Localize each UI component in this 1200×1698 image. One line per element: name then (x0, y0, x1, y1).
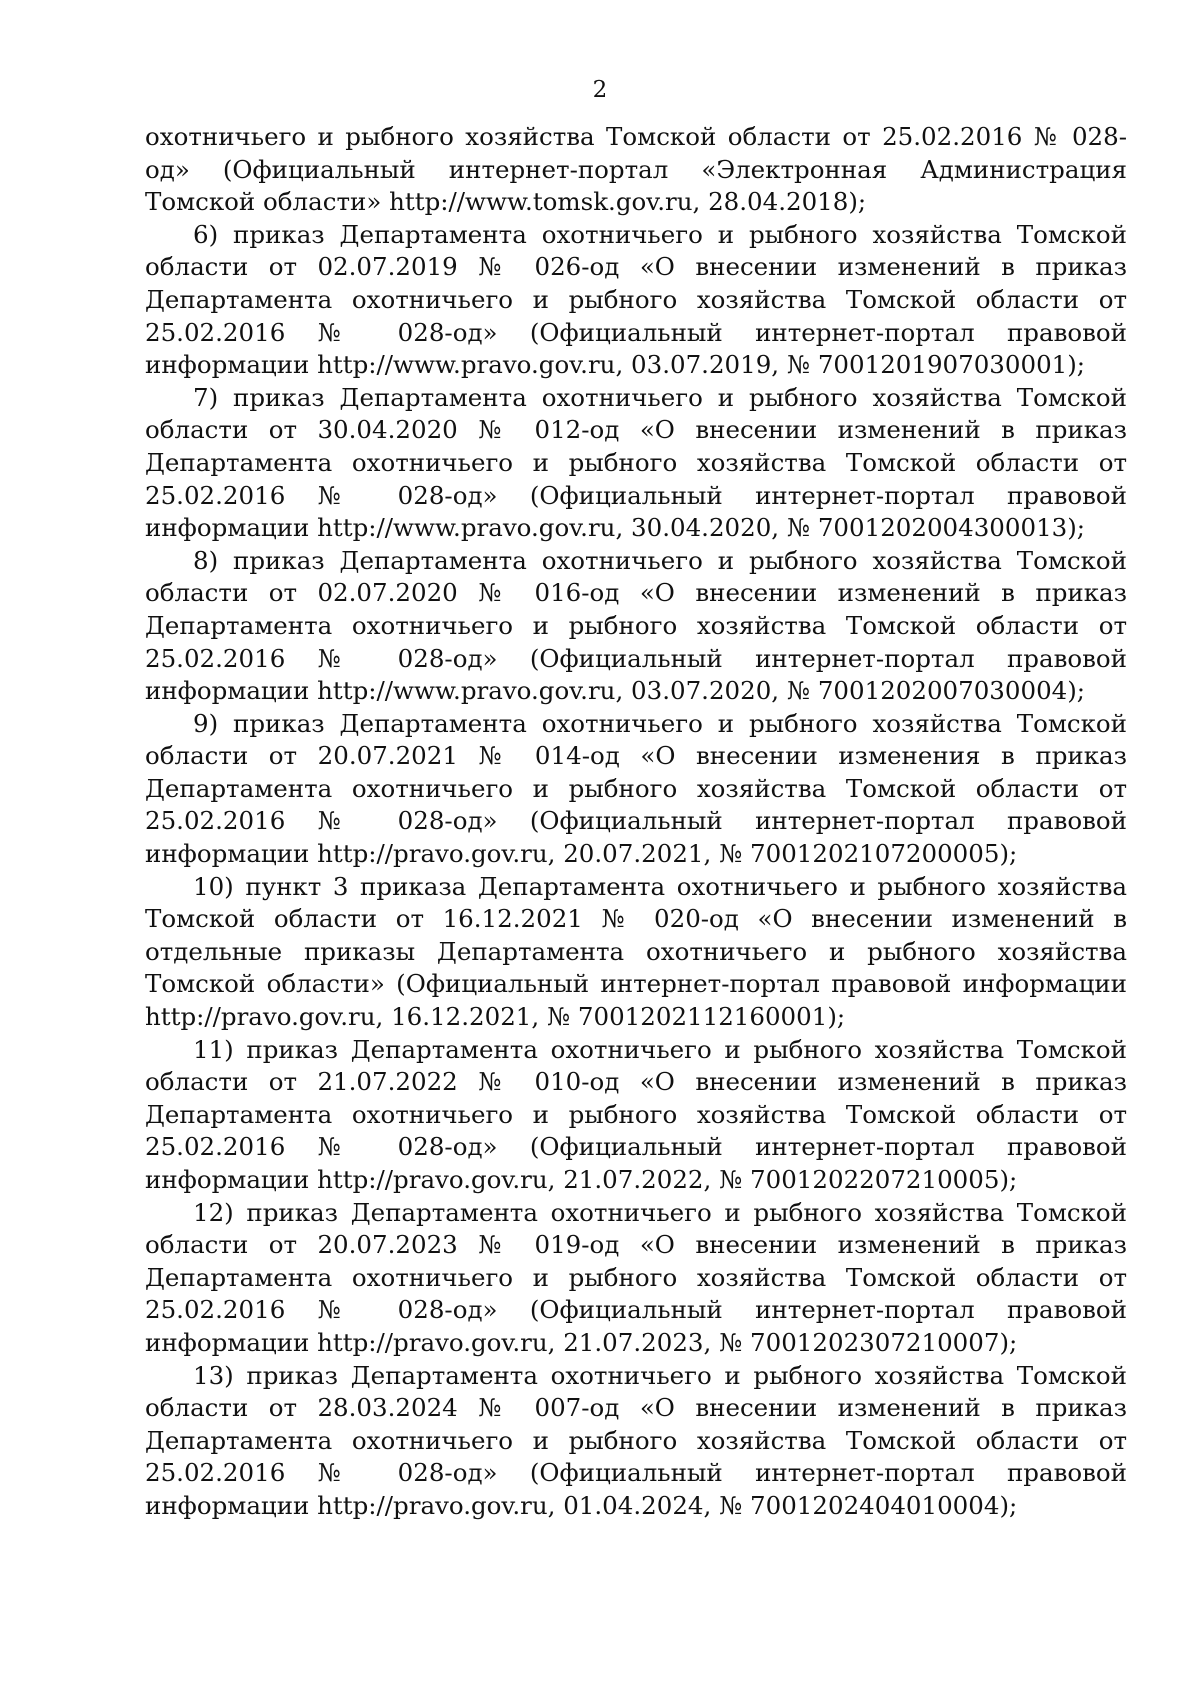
page-number: 2 (592, 77, 608, 103)
list-item-7: 7) приказ Департамента охотничьего и рыбного хозяйства Томской области от 30.04.2020 № 012-од «О внесении изменений в приказ Департамента охотничьего и рыбного хозяйства Томской области от 25.02.2016 № 028-од» (Официальный интернет-портал правовой информации http://www.pravo.gov.ru, 30.04.2020, № 7001202004300013); (145, 382, 1127, 543)
list-item-10: 10) пункт 3 приказа Департамента охотничьего и рыбного хозяйства Томской области от 16.12.2021 № 020-од «О внесении изменений в отдельные приказы Департамента охотничьего и рыбного хозяйства Томской области» (Официальный интернет-портал правовой информации http://pravo.gov.ru, 16.12.2021, № 7001202112160001); (145, 871, 1127, 1032)
list-item-13: 13) приказ Департамента охотничьего и рыбного хозяйства Томской области от 28.03.2024 № 007-од «О внесении изменений в приказ Департамента охотничьего и рыбного хозяйства Томской области от 25.02.2016 № 028-од» (Официальный интернет-портал правовой информации http://pravo.gov.ru, 01.04.2024, № 7001202404010004); (145, 1360, 1127, 1520)
document-body (145, 121, 1127, 1523)
list-item-6: 6) приказ Департамента охотничьего и рыбного хозяйства Томской области от 02.07.2019 № 026-од «О внесении изменений в приказ Департамента охотничьего и рыбного хозяйства Томской области от 25.02.2016 № 028-од» (Официальный интернет-портал правовой информации http://www.pravo.gov.ru, 03.07.2019, № 7001201907030001); (145, 219, 1127, 380)
list-item-11: 11) приказ Департамента охотничьего и рыбного хозяйства Томской области от 21.07.2022 № 010-од «О внесении изменений в приказ Департамента охотничьего и рыбного хозяйства Томской области от 25.02.2016 № 028-од» (Официальный интернет-портал правовой информации http://pravo.gov.ru, 21.07.2022, № 7001202207210005); (145, 1034, 1127, 1194)
list-item-9: 9) приказ Департамента охотничьего и рыбного хозяйства Томской области от 20.07.2021 № 014-од «О внесении изменения в приказ Департамента охотничьего и рыбного хозяйства Томской области от 25.02.2016 № 028-од» (Официальный интернет-портал правовой информации http://pravo.gov.ru, 20.07.2021, № 7001202107200005); (145, 708, 1127, 869)
list-item-8: 8) приказ Департамента охотничьего и рыбного хозяйства Томской области от 02.07.2020 № 016-од «О внесении изменений в приказ Департамента охотничьего и рыбного хозяйства Томской области от 25.02.2016 № 028-од» (Официальный интернет-портал правовой информации http://www.pravo.gov.ru, 03.07.2020, № 7001202007030004); (145, 545, 1127, 706)
list-item-12: 12) приказ Департамента охотничьего и рыбного хозяйства Томской области от 20.07.2023 № 019-од «О внесении изменений в приказ Департамента охотничьего и рыбного хозяйства Томской области от 25.02.2016 № 028-од» (Официальный интернет-портал правовой информации http://pravo.gov.ru, 21.07.2023, № 7001202307210007); (145, 1197, 1127, 1357)
paragraph-continuation: охотничьего и рыбного хозяйства Томской области от 25.02.2016 № 028-од» (Официальный интернет-портал «Электронная Администрация Томской области» http://www.tomsk.gov.ru, 28.04.2018); (145, 122, 1127, 217)
